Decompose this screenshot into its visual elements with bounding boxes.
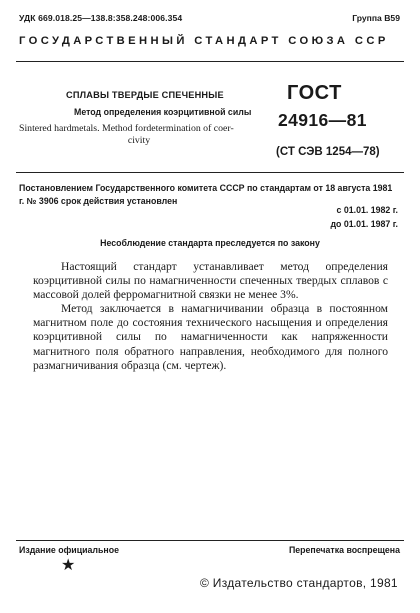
gost-label: ГОСТ <box>287 82 342 104</box>
document-title: СПЛАВЫ ТВЕРДЫЕ СПЕЧЕННЫЕ <box>66 90 224 100</box>
body-paragraph-2: Метод заключается в намагничивании образца в постоянном магнитном поле до состояния технического насыщения и определения коэрцитивной силы по намагниченности как напряженности магнитного поля обратного направления, необходимого для полного размагничивания образца (см. чертеж). <box>33 302 388 372</box>
star-icon: ★ <box>61 557 76 574</box>
top-divider <box>16 61 404 62</box>
document-subtitle: Метод определения коэрцитивной силы <box>74 107 252 117</box>
effective-date-to: до 01.01. 1987 г. <box>330 219 398 229</box>
gost-number: 24916—81 <box>278 110 367 130</box>
publisher-copyright: © Издательство стандартов, 1981 <box>200 576 398 590</box>
english-title-line1: Sintered hardmetals. Method fordetermination of coer- <box>19 123 234 134</box>
body-paragraph-1: Настоящий стандарт устанавливает метод определения коэрцитивной силы по намагниченности спеченных твердых сплавов с массовой долей ферромагнитной связки не менее 3%. <box>33 260 388 302</box>
english-title-line2: civity <box>127 135 151 146</box>
bottom-divider <box>16 540 404 541</box>
reprint-notice: Перепечатка воспрещена <box>288 545 400 555</box>
middle-divider <box>16 172 404 173</box>
english-title <box>19 123 259 147</box>
body-text <box>33 260 388 373</box>
standard-banner: ГОСУДАРСТВЕННЫЙ СТАНДАРТ СОЮЗА ССР <box>19 35 389 47</box>
legal-notice: Несоблюдение стандарта преследуется по закону <box>100 238 320 248</box>
udk-code: УДК 669.018.25—138.8:358.248:006.354 <box>19 13 183 23</box>
decree-text: Постановлением Государственного комитета СССР по стандартам от 18 августа 1981 г. № 3906 срок действия установлен <box>19 183 393 206</box>
st-sev-reference: (СТ СЭВ 1254—78) <box>276 146 380 158</box>
effective-date-from: с 01.01. 1982 г. <box>336 205 398 215</box>
official-edition-label: Издание официальное <box>19 545 119 555</box>
group-code: Группа В59 <box>352 13 400 23</box>
